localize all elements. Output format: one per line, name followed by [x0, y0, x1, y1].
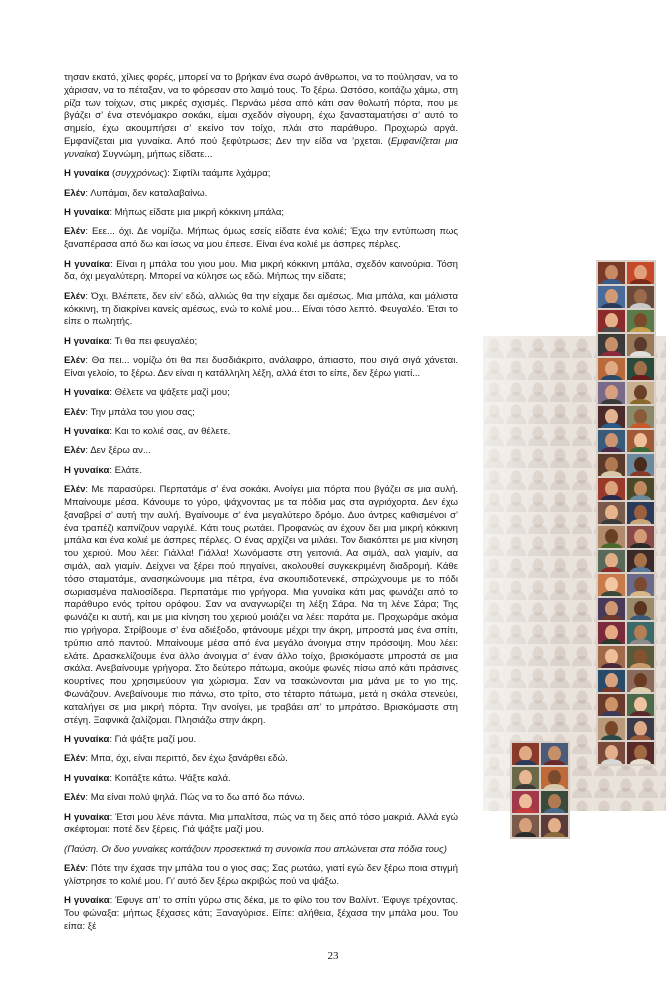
text-run: ( [109, 168, 116, 180]
text-run: : Μπα, όχι, είναι περιττό, δεν έχω ξανάρθει εδώ. [85, 753, 288, 765]
speaker-name: Η γυναίκα [64, 258, 111, 270]
paragraph [64, 207, 458, 220]
face-photo [627, 430, 654, 452]
paragraph [64, 387, 458, 400]
face-photo [627, 454, 654, 476]
speaker-name: Ελέν [64, 484, 86, 496]
face-photo [598, 526, 625, 548]
speaker-name: Ελέν [64, 187, 86, 199]
speaker-name: Η γυναίκα [64, 426, 110, 438]
speaker-name: Ελέν [64, 445, 86, 457]
text-run: : Μήπως είδατε μια μικρή κόκκινη μπάλα; [109, 206, 285, 218]
face-photo [512, 743, 539, 765]
text-run: : Με παρασύρει. Περπατάμε σ’ ένα σοκάκι. Ανοίγει μια πόρτα που βγάζει σε μια αυλή. Μπαίνουμε μέσα. Κάνουμε το γύρο, ψάχνοντας με τα πόδια μας στα αγριόχορτα. Δεν έχω ξαναβρεί σ’ αυτή την αυλή. Βγαίνουμε σ’ ένα μεγαλύτερο δρόμο. Δυο άντρες καθισμένοι σ’ ένα τραπέζι καπνίζουν ναργιλέ. Κάτι τους ρωτάει. Προφανώς αν έχουν δει μια μικρή κόκκινη μπάλα και ένα κολιέ με άσπρες πέρλες. Ο ένας αρχίζει να μιλάει. Τον διακόπτει με μια κίνηση του χεριού. Μου λέει: Γιάλλα! Γιάλλα! Χωνόμαστε στη γειτονιά. Αα σιμάλ, ααλ γιαμίν, αα σιμάλ, ααλ γιαμίν. Δείχνει να ξέρει πού πηγαίνει, ακολουθεί συγκεκριμένη διαδρομή. Κάθε τόσο σταματάμε, ανασηκώνουμε μια πέτρα, ένα σκουπιδοτενεκέ, σπρώχνουμε με το πόδι σωριασμένα παλιοσίδερα. Περπατάμε πιο γρήγορα. Μια γυναίκα κάτι μας φωνάζει από το παράθυρο ενός τρίτου ορόφου. Σαν να αναγνωρίζει τη λέξη Σάρα. Να τη λένε Σάρα; Της φωνάζει κι αυτή, και με μια κίνηση του χεριού μοιάζει να λέει: παράτα με. Προχωράμε ακόμα πιο γρήγορα. Στρίβουμε σ’ ένα αδιέξοδο, φτάνουμε μέχρι την άκρη, μπροστά μας ένα σπίτι, τρύπιο από παντού. Μπαίνουμε μέσα από ένα μεγάλο άνοιγμα στην πρόσοψη. Μου λέει: ελάτε. Δρασκελίζουμε ένα άλλο άνοιγμα σ’ έναν άλλο τοίχο, βρισκόμαστε μπροστά σε μια σκάλα. Ανεβαίνουμε γρήγορα. Στο δεύτερο πάτωμα, ακούμε φωνές πίσω από κάτι πράσινες κουρτίνες που χρησιμεύουν για χώρισμα. Σαν να τσακώνονται μια μάνα με το γιο της. Φωνάζουν. Ανεβαίνουμε πιο πάνω, στο τρίτο, στο τέταρτο πάτωμα, μετά η σκάλα στενεύει, καταλήγει σε μια μικρή πόρτα. Την ανοίγει, με τραβάει απ’ το μπράτσο. Βρισκόμαστε στη στέγη. Ξαφνικά ζαλίζομαι. Πλησιάζω στην άκρη. [64, 484, 458, 726]
face-photo [598, 742, 625, 764]
speaker-name: Η γυναίκα [64, 811, 110, 823]
paragraph [64, 291, 458, 329]
paragraph [64, 426, 458, 439]
stage-direction: Εμφανίζεται μια γυναίκα [64, 135, 458, 160]
face-photo [598, 430, 625, 452]
face-photo [627, 382, 654, 404]
text-run: : Και το κολιέ σας, αν θέλετε. [109, 426, 231, 438]
speaker-name: Η γυναίκα [64, 464, 110, 476]
face-photo [627, 550, 654, 572]
paragraph [64, 773, 458, 786]
speaker-name: Η γυναίκα [64, 733, 110, 745]
text-run: : Κοιτάξτε κάτω. Ψάξτε καλά. [109, 772, 231, 784]
face-photo [627, 358, 654, 380]
paragraph [64, 484, 458, 727]
face-photo [541, 767, 568, 789]
paragraph [64, 895, 458, 933]
text-run: : Είναι η μπάλα του γιου μου. Μια μικρή κόκκινη μπάλα, σχεδόν καινούρια. Τόση δα, όχι μεγαλύτερη. Μπορεί να κύλησε ως εδώ. Μήπως την είδατε; [64, 258, 458, 283]
face-photo [627, 406, 654, 428]
face-photo [598, 718, 625, 740]
paragraph [64, 792, 458, 805]
face-photo [598, 382, 625, 404]
face-photo [598, 454, 625, 476]
face-photo [627, 598, 654, 620]
speaker-name: Ελέν [64, 792, 86, 804]
paragraph [64, 734, 458, 747]
text-run: : Μα είναι πολύ ψηλά. Πώς να το δω από δω πάνω. [85, 792, 305, 804]
face-photo [627, 574, 654, 596]
face-photo [627, 478, 654, 500]
paragraph [64, 863, 458, 889]
speaker-name: Η γυναίκα [64, 206, 110, 218]
face-photo [598, 646, 625, 668]
play-text-column [64, 72, 458, 940]
stage-direction: συγχρόνως [115, 168, 165, 180]
face-photo [598, 574, 625, 596]
text-run: : Πότε την έχασε την μπάλα του ο γιος σας; Σας ρωτάω, γιατί εγώ δεν ξέρω ποια στιγμή γλίστρησε το κολιέ μου. Γι’ αυτό δεν ξέρω ακριβώς πού να ψάξω. [64, 863, 458, 887]
face-photo [598, 478, 625, 500]
face-photo [598, 334, 625, 356]
face-photo [512, 767, 539, 789]
text-run: : Έφυγε απ’ το σπίτι γύρω στις δέκα, με το φίλο του τον Βαλίντ. Έφυγε τρέχοντας. Του φώναξα: μήπως ξέχασες κάτι; Ξαναγύρισε. Είπε: αλήθεια, ξέχασα την μπάλα μου. Του είπα: ξέ [64, 895, 458, 932]
paragraph [64, 188, 458, 201]
text-run: : Ελάτε. [109, 464, 143, 476]
face-photo [627, 646, 654, 668]
speaker-name: Ελέν [64, 355, 86, 367]
text-run: τησαν εκατό, χίλιες φορές, μπορεί να το βρήκαν ένα σωρό άνθρωποι, να το πούλησαν, να το χάρισαν, να το πέταξαν, να το φόρεσαν στο λαιμό τους. Το ξέρω. Ωστόσο, κοιτάζω χάμω, στη ρίζα των τοίχων, στις μικρές σχισμές. Περνάω μέσα από κάτι σαν θολωτή πόρτα, που με βγάζει σ’ ένα στενόμακρο σοκάκι, είμαι σχεδόν σίγουρη, έχω ξανασταματήσει σ’ αυτό το σημείο, έχω ακουμπήσει σ’ εκείνο τον τοίχο, πλάι στο παράθυρο. Προχωρώ αργά. Εμφανίζεται μια γυναίκα. Από πού ξεφύτρωσε; Δεν την είδα να ’ρχεται. ( [64, 72, 458, 147]
text-run: : Θα πει... νομίζω ότι θα πει δυσδιάκριτο, ανάλαφρο, άπιαστο, που σιγά σιγά χάνεται. Είναι γελοίο, το ξέρω. Δεν είναι η κατάλληλη λέξη, αλλά έτσι το είπε, δεν ξέρω γιατί... [64, 355, 458, 379]
face-photo [598, 406, 625, 428]
face-photo [541, 791, 568, 813]
speaker-name: Ελέν [64, 863, 86, 875]
text-run: : Δεν ξέρω αν... [85, 445, 151, 457]
face-photo [598, 670, 625, 692]
speaker-name: Ελέν [64, 753, 86, 765]
text-run: : Όχι. Βλέπετε, δεν είν’ εδώ, αλλιώς θα την είχαμε δει αμέσως. Μια μπάλα, και μάλιστα κόκκινη, τη διακρίνει κανείς αμέσως, ενώ το κολιέ μου... Είναι τόσο λεπτό. Φευγαλέο. Έτσι το είπε ο πωλητής. [64, 290, 458, 328]
face-photo [512, 791, 539, 813]
face-photo [598, 622, 625, 644]
face-photo [598, 310, 625, 332]
paragraph [64, 465, 458, 478]
face-photo [627, 526, 654, 548]
face-photo [627, 694, 654, 716]
text-run: : Θέλετε να ψάξετε μαζί μου; [109, 387, 230, 399]
speaker-name: Η γυναίκα [64, 895, 110, 907]
paragraph [64, 168, 458, 181]
speaker-name: Ελέν [64, 406, 86, 418]
face-photo [598, 358, 625, 380]
paragraph [64, 445, 458, 458]
face-photo [627, 310, 654, 332]
face-photo [512, 815, 539, 837]
face-photo [541, 815, 568, 837]
paragraph [64, 336, 458, 349]
face-photo [598, 598, 625, 620]
text-run: ): Σιφτίλι ταάμπε λχάμρα; [164, 168, 271, 180]
face-photo [598, 262, 625, 284]
text-run: : Την μπάλα του γιου σας; [85, 406, 195, 418]
face-photo [598, 286, 625, 308]
face-photo [627, 334, 654, 356]
paragraph [64, 407, 458, 420]
paragraph [64, 812, 458, 838]
faces-photo-strip-bottom [510, 741, 570, 839]
speaker-name: Η γυναίκα [64, 772, 110, 784]
face-photo [598, 502, 625, 524]
text-run: : Τι θα πει φευγαλέο; [109, 335, 198, 347]
paragraph [64, 844, 458, 857]
paragraph [64, 355, 458, 381]
paragraph [64, 259, 458, 285]
speaker-name: Ελέν [64, 290, 86, 302]
speaker-name: Η γυναίκα [64, 387, 110, 399]
speaker-name: Η γυναίκα [64, 335, 110, 347]
face-photo [627, 502, 654, 524]
speaker-name: Ελέν [64, 226, 86, 238]
face-photo [541, 743, 568, 765]
face-photo [627, 622, 654, 644]
text-run: : Εεε... όχι. Δε νομίζω. Μήπως όμως εσείς είδατε ένα κολιέ; Έχω την εντύπωση πως ξαναπέρασα από δω και ίσως να μου έπεσε. Είναι ένα κολιέ με άσπρες πέρλες. [64, 226, 458, 251]
page-number: 23 [327, 950, 339, 962]
face-photo [627, 718, 654, 740]
face-photo [627, 742, 654, 764]
stage-direction: (Παύση. Οι δυο γυναίκες κοιτάζουν προσεκτικά τη συνοικία που απλώνεται στα πόδια τους) [64, 843, 447, 855]
paragraph [64, 753, 458, 766]
paragraph [64, 72, 458, 162]
paragraph [64, 226, 458, 252]
text-run: : Λυπάμαι, δεν καταλαβαίνω. [85, 187, 208, 199]
speaker-name: Η γυναίκα [64, 168, 110, 180]
face-photo [627, 670, 654, 692]
face-photo [598, 694, 625, 716]
text-run: : Γιά ψάξτε μαζί μου. [109, 733, 197, 745]
face-photo [598, 550, 625, 572]
face-photo [627, 286, 654, 308]
faces-photo-strip-right [596, 260, 656, 766]
text-run: ) Συγνώμη, μήπως είδατε... [96, 148, 213, 160]
text-run: : Έτσι μου λένε πάντα. Μια μπαλίτσα, πώς να τη δεις από τόσο μακριά. Αλλά εγώ σκέφτομαι: ποτέ δεν ξέρεις. Γιά ψάξτε μαζί μου. [64, 811, 458, 836]
face-photo [627, 262, 654, 284]
